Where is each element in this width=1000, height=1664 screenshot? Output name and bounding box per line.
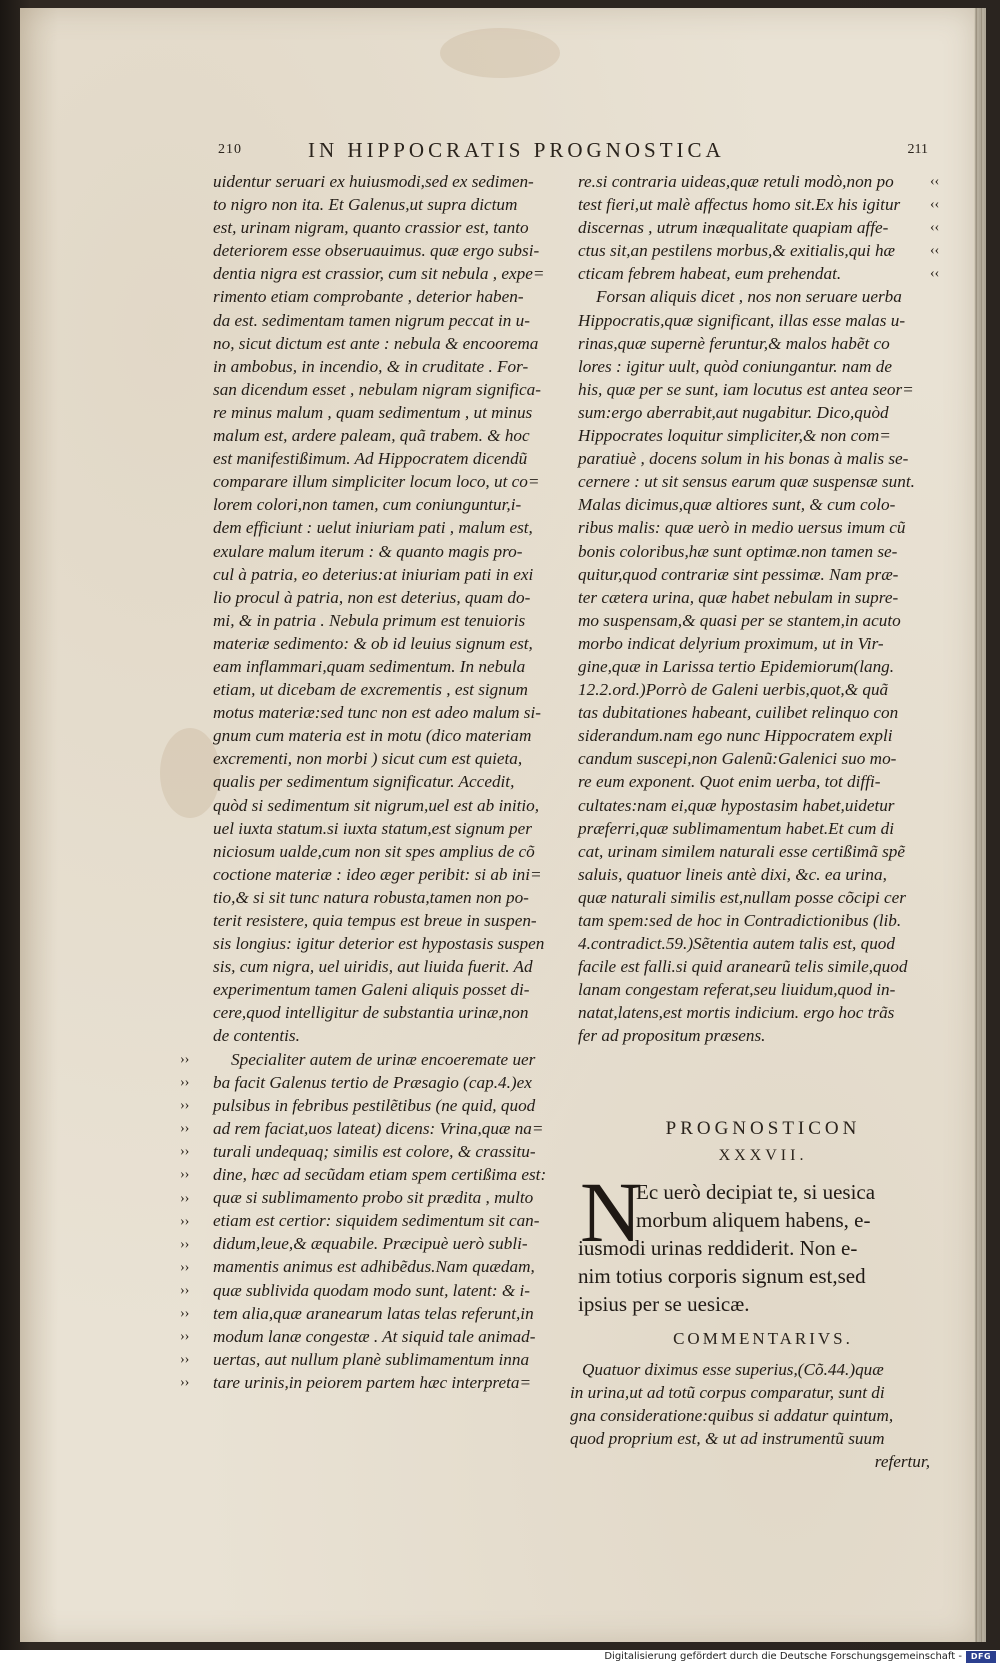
quote-mark: ›› [180, 1052, 190, 1067]
text-line: da est. sedimentam tamen nigrum peccat in u- [213, 310, 530, 330]
quote-mark: ‹‹ [930, 197, 940, 213]
text-line: quod proprium est, & ut ad instrumentũ suum [570, 1429, 885, 1449]
quote-mark: ›› [180, 1329, 190, 1345]
text-line: morbum aliquem habens, e- [636, 1208, 871, 1232]
text-line: rinas,quæ supernè feruntur,& malos habẽt co [578, 333, 890, 353]
text-line: paratiuè , docens solum in his bonas à malis se- [578, 449, 909, 469]
text-line: Malas dicimus,quæ altiores sunt, & cum colo- [578, 495, 896, 515]
paper-stain [440, 28, 560, 78]
text-line: præferri,quæ sublimamentum habet.Et cum di [578, 818, 895, 838]
commentarius-heading: COMMENTARIVS. [673, 1329, 853, 1348]
text-line: quòd si sedimentum sit nigrum,uel est ab initio, [213, 795, 540, 815]
text-line: re eum exponent. Quot enim uerba, tot diffi- [578, 772, 881, 792]
prognosticon-heading: PROGNOSTICON [665, 1118, 861, 1139]
text-line: lorem colori,non tamen, cum coniunguntur,i- [213, 495, 522, 515]
text-line: de contentis. [213, 1026, 300, 1046]
footer-credit: Digitalisierung gefördert durch die Deutsche Forschungsgemeinschaft - [604, 1651, 962, 1662]
text-line: dine, hæc ad secũdam etiam spem certißima est: [213, 1165, 547, 1185]
quote-mark: ›› [180, 1352, 190, 1368]
text-line: quæ si sublimamento probo sit prædita , multo [213, 1188, 534, 1208]
text-line: candum suscepi,non Galenũ:Galenici suo mo- [578, 749, 897, 769]
text-line: uidentur seruari ex huiusmodi,sed ex sedimen- [213, 172, 534, 191]
text-line: Specialiter autem de urinæ encoeremate uer [231, 1049, 536, 1069]
quote-mark: ›› [180, 1144, 190, 1160]
quote-mark: ›› [180, 1282, 190, 1298]
text-line: bonis coloribus,hæ sunt optimæ.non tamen se- [578, 541, 898, 561]
text-line: Ec uerò decipiat te, si uesica [636, 1180, 876, 1204]
text-line: natat,latens,est mortis indicium. ergo hoc trãs [578, 1003, 895, 1023]
text-line: cticam febrem habeat, eum prehendat. [578, 264, 842, 284]
text-line: fer ad propositum præsens. [578, 1026, 766, 1046]
text-line: sis, cum nigra, uel uiridis, aut liuida fuerit. Ad [213, 957, 533, 977]
text-line: sis longius: igitur deterior est hypostasis suspen [213, 934, 545, 954]
page-number-left: 210 [218, 142, 242, 157]
quote-mark: ‹‹ [930, 243, 940, 259]
text-line: exulare malum iterum : & quanto magis pro- [213, 541, 523, 561]
text-line: est, urinam nigram, quanto crassior est, tanto [213, 218, 529, 238]
text-line: excrementi, non morbi ) sicut cum est quieta, [213, 749, 523, 769]
text-line: terit resistere, quia tempus est breue in suspen- [213, 911, 537, 930]
text-line: lores : igitur uult, quòd coniungantur. nam de [578, 356, 892, 376]
text-line: saluis, quatuor lineis antè dixi, &c. ea urina, [578, 864, 887, 884]
text-line: gna consideratione:quibus si addatur quintum, [570, 1406, 894, 1426]
drop-cap: N [580, 1164, 643, 1260]
quote-mark: ›› [180, 1190, 190, 1206]
text-line: gnum cum materia est in motu (dico materiam [213, 726, 532, 746]
text-line: tem alia,quæ aranearum latas telas referunt,in [213, 1303, 534, 1323]
text-line: comparare illum simpliciter locum loco, ut co= [213, 472, 540, 492]
text-line: in urina,ut ad totũ corpus comparatur, sunt di [570, 1383, 885, 1403]
text-line: dem efficiunt : uelut iniuriam pati , malum est, [213, 518, 533, 538]
text-line: Forsan aliquis dicet , nos non seruare uerba [596, 287, 902, 307]
quote-mark: ›› [180, 1236, 190, 1252]
text-line: ipsius per se uesicæ. [578, 1292, 750, 1316]
quote-mark: ‹‹ [930, 266, 940, 282]
text-line: modum lanæ congestæ . At siquid tale animad- [213, 1326, 536, 1346]
text-line: experimentum tamen Galeni aliquis posset di- [213, 980, 530, 1000]
text-line: to nigro non ita. Et Galenus,ut supra dictum [213, 195, 518, 215]
text-line: tam spem:sed de hoc in Contradictionibus (lib. [578, 911, 902, 930]
text-line: uertas, aut nullum planè sublimamentum inna [213, 1349, 530, 1369]
text-line: facile est falli.si quid aranearũ telis simile,quod [578, 957, 908, 977]
text-line: didum,leue,& æquabile. Præcipuè uerò subli- [213, 1234, 528, 1254]
text-line: quæ sublividа quodam modo sunt, latent: & i- [213, 1280, 531, 1300]
text-line: motus materiæ:sed tunc non est adeo malum si- [213, 703, 541, 723]
prognosticon-text [578, 1178, 933, 1318]
text-line: est manifestißimum. Ad Hippocratem dicendũ [213, 449, 528, 469]
quote-mark: ›› [180, 1167, 190, 1183]
text-line: uel iuxta statum.si iuxta statum,est signum per [213, 818, 532, 838]
quote-mark: ›› [180, 1213, 190, 1229]
prognosticon-number: XXXVII. [718, 1147, 808, 1164]
text-line: his, quæ per se sunt, iam locutus est antea seor= [578, 379, 914, 399]
text-line: re.si contraria uideas,quæ retuli modò,non po [578, 172, 894, 191]
quote-mark: ›› [180, 1259, 190, 1275]
text-line: ba facit Galenus tertio de Præsagio (cap.4.)ex [213, 1072, 532, 1092]
dfg-logo: DFG [966, 1651, 996, 1663]
commentarius-text [570, 1358, 930, 1473]
text-line: 4.contradict.59.)Sẽtentia autem talis est, quod [578, 934, 895, 954]
text-line: ctus sit,an pestilens morbus,& exitialis,qui hæ [578, 241, 896, 261]
text-line: mi, & in patria . Nebula primum est tenuioris [213, 610, 526, 630]
text-line: discernas , utrum inæqualitate quapiam affe- [578, 218, 889, 238]
text-line: ter cætera urina, quæ habet nebulam in supre- [578, 587, 899, 607]
quote-mark: ›› [180, 1306, 190, 1322]
left-margin-quote-marks [180, 1048, 206, 1394]
text-line: gine,quæ in Larissa tertio Epidemiorum(lang. [578, 656, 895, 676]
quote-mark: ›› [180, 1098, 190, 1114]
paper-stain [160, 728, 220, 818]
quote-mark: ›› [180, 1075, 190, 1091]
left-column-text [213, 170, 553, 1394]
text-line: deteriorem esse obseruauimus. quæ ergo subsi- [213, 241, 540, 261]
text-line: sum:ergo aberrabit,aut nugabitur. Dico,quòd [578, 402, 889, 422]
text-line: siderandum.nam ego nunc Hippocratem expli [578, 726, 893, 746]
running-title: IN HIPPOCRATIS PROGNOSTICA [308, 138, 725, 162]
quote-mark: ›› [180, 1375, 190, 1391]
text-line: qualis per sedimentum significatur. Accedit, [213, 772, 515, 792]
text-line: ribus malis: quæ uerò in medio uersus imum cũ [578, 518, 906, 538]
text-line: niciosum ualde,cum non sit spes amplius de cõ [213, 841, 535, 861]
running-header [218, 138, 928, 168]
text-line: morbo indicat delyrium proximum, ut in Vir- [578, 633, 884, 653]
text-line: no, sicut dictum est ante : nebula & encoorema [213, 333, 539, 353]
text-line: malum est, ardere paleam, quã trabem. & hoc [213, 426, 530, 446]
text-line: mamentis animus est adhibẽdus.Nam quædam, [213, 1257, 535, 1277]
text-line: Hippocratis,quæ significant, illas esse malas u- [578, 310, 906, 330]
text-line: tio,& si sit tunc natura robusta,tamen non po- [213, 887, 529, 907]
text-line: coctione materiæ : ideo æger peribit: si ab ini= [213, 864, 542, 884]
text-line: cere,quod intelligitur de substantia urinæ,non [213, 1003, 529, 1023]
text-line: san dicendum esset , nebulam nigram significa- [213, 379, 541, 399]
right-column-text [578, 170, 933, 1048]
text-line: dentia nigra est crassior, cum sit nebula , expe= [213, 264, 545, 284]
text-line: Quatuor diximus esse superius,(Cõ.44.)quæ [582, 1360, 884, 1379]
text-line: lio procul à patria, non est deterius, quam do- [213, 587, 531, 607]
text-line: nim totius corporis signum est,sed [578, 1264, 866, 1288]
quote-mark: ‹‹ [930, 174, 940, 189]
text-line: refertur, [874, 1452, 930, 1472]
text-line: cat, urinam similem naturali esse certißimã spẽ [578, 841, 906, 861]
text-line: mo suspensam,& quasi per se stantem,in acuto [578, 610, 901, 630]
text-line: iusmodi urinas reddiderit. Non e- [578, 1236, 858, 1260]
quote-mark: ‹‹ [930, 220, 940, 236]
text-line: tare urinis,in peiorem partem hæc interpreta= [213, 1372, 532, 1392]
text-line: quitur,quod contrariæ sint pessimæ. Nam præ- [578, 564, 899, 584]
text-line: quæ naturali similis est,nullam posse cõcipi cer [578, 887, 906, 907]
text-line: 12.2.ord.)Porrò de Galeni uerbis,quot,& quã [578, 680, 889, 700]
text-line: cultates:nam ei,quæ hypostasim habet,uidetur [578, 795, 895, 815]
text-line: Hippocrates loquitur simpliciter,& non com= [578, 426, 891, 446]
text-line: pulsibus in febribus pestilẽtibus (ne quid, quod [213, 1095, 536, 1115]
text-line: etiam, ut dicebam de excrementis , est signum [213, 680, 528, 700]
text-line: re minus malum , quam sedimentum , ut minus [213, 402, 533, 422]
text-line: eam inflammari,quam sedimentum. In nebula [213, 656, 526, 676]
text-line: materiæ sedimento: & ob id leuius signum est, [213, 633, 533, 653]
text-line: cernere : ut sit sensus earum quæ suspensæ sunt. [578, 472, 915, 492]
text-line: turali undequaq; similis est colore, & crassitu- [213, 1141, 536, 1161]
text-line: in ambobus, in incendio, & in cruditate . For- [213, 356, 529, 376]
text-line: etiam est certior: siquidem sedimentum sit can- [213, 1211, 540, 1231]
page-number-right: 211 [907, 142, 928, 157]
text-line: test fieri,ut malè affectus homo sit.Ex his igitur [578, 195, 901, 215]
text-line: rimento etiam comprobante , deterior haben- [213, 287, 524, 307]
right-margin-quote-marks [930, 170, 958, 285]
text-line: cul à patria, eo deterius:at iniuriam pati in exi [213, 564, 534, 584]
text-line: tas dubitationes habeant, cuilibet relinquo con [578, 703, 899, 723]
page-edges [974, 8, 986, 1642]
quote-mark: ›› [180, 1121, 190, 1137]
text-line: lanam congestam referat,seu liuidum,quod in- [578, 980, 896, 1000]
text-line: ad rem faciat,uos lateat) dicens: Vrina,quæ na= [213, 1118, 544, 1138]
